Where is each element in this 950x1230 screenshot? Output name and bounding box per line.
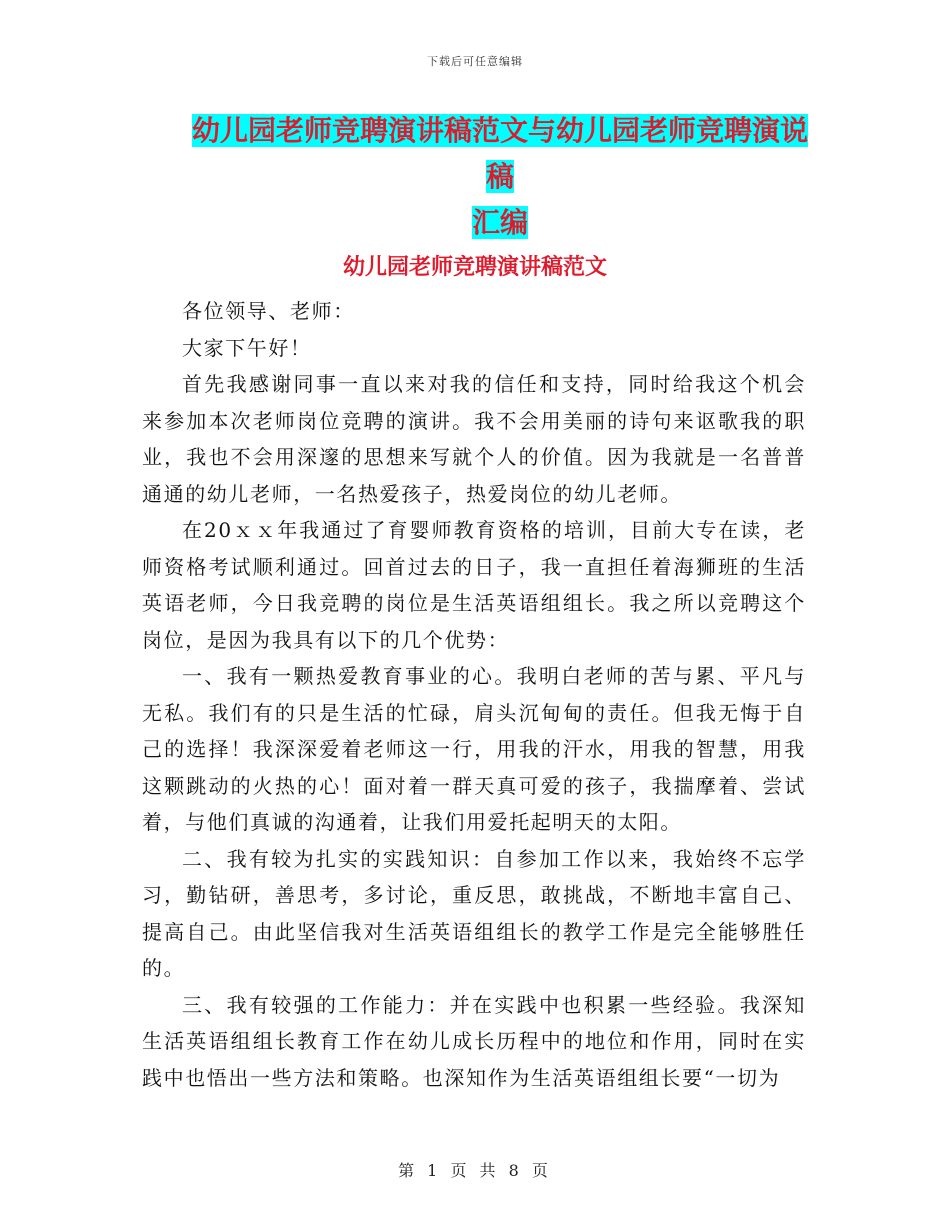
title-line-2: 汇编 (471, 206, 528, 239)
paragraph-salutation: 大家下午好！ (182, 335, 312, 360)
paragraph: 一、我有一颗热爱教育事业的心。我明白老师的苦与累、平凡与无私。我们有的只是生活的忙碌，肩头沉甸甸的责任。但我无悔于自己的选择！我深深爱着老师这一行，用我的汗水，用我的智慧，用我这颗跳动的火热的心！面对着一群天真可爱的孩子，我揣摩着、尝试着，与他们真诚的沟通着，让我们用爱托起明天的太阳。 (142, 664, 806, 834)
paragraph-greeting: 各位领导、老师： (182, 299, 355, 323)
body-text (142, 293, 806, 1096)
paragraph: 在20ｘｘ年我通过了育婴师教育资格的培训，目前大专在读，老师资格考试顺利通过。回首过去的日子，我一直担任着海狮班的生活英语老师，今日我竞聘的岗位是生活英语组组长。我之所以竞聘这个岗位，是因为我具有以下的几个优势： (142, 518, 806, 652)
paragraph: 二、我有较为扎实的实践知识：自参加工作以来，我始终不忘学习，勤钻研，善思考，多讨论，重反思，敢挑战，不断地丰富自己、提高自己。由此坚信我对生活英语组组长的教学工作是完全能够胜任的。 (142, 846, 806, 980)
section-title: 幼儿园老师竞聘演讲稿范文 (342, 254, 607, 280)
title-line-1: 幼儿园老师竞聘演讲稿范文与幼儿园老师竞聘演说稿 (191, 114, 808, 193)
document-title (190, 108, 810, 246)
page-header-note: 下载后可任意编辑 (427, 55, 523, 68)
paragraph: 首先我感谢同事一直以来对我的信任和支持，同时给我这个机会来参加本次老师岗位竞聘的演讲。我不会用美丽的诗句来讴歌我的职业，我也不会用深邃的思想来写就个人的价值。因为我就是一名普普通通的幼儿老师，一名热爱孩子，热爱岗位的幼儿老师。 (142, 372, 806, 506)
page-number-footer: 第 1 页 共 8 页 (398, 1161, 552, 1180)
paragraph: 三、我有较强的工作能力：并在实践中也积累一些经验。我深知生活英语组组长教育工作在幼儿成长历程中的地位和作用，同时在实践中也悟出一些方法和策略。也深知作为生活英语组组长要“一切为 (142, 992, 806, 1090)
